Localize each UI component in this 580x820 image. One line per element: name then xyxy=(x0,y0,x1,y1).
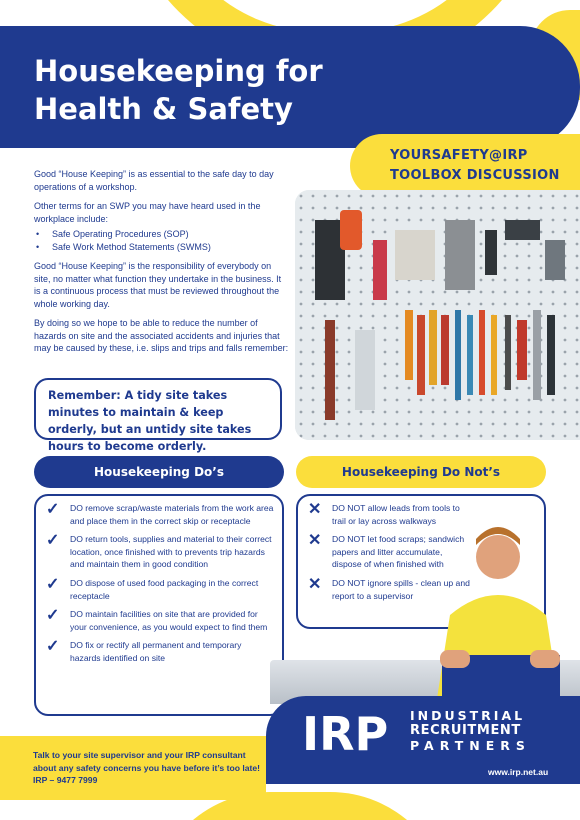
check-icon: ✓ xyxy=(46,501,60,518)
swp-terms-list xyxy=(34,228,290,253)
list-item: ✕ DO NOT ignore spills - clean up and report to a supervisor xyxy=(308,575,470,601)
intro-paragraph: Other terms for an SWP you may have heard used in the workplace include: xyxy=(34,201,261,224)
cross-icon: ✕ xyxy=(308,532,322,550)
brand-wordmark xyxy=(410,708,550,753)
remember-text: Remember: A tidy site takes minutes to maintain & keep orderly, but an untidy site takes hours to become orderly. xyxy=(48,389,252,453)
check-icon: ✓ xyxy=(46,607,60,625)
check-icon: ✓ xyxy=(46,638,60,656)
intro-text xyxy=(34,168,290,362)
intro-paragraph: Good “House Keeping” is the responsibility of everybody on site, no matter what function they undertake in the business. It is a continuous process that must be reviewed throughout the whole working day. xyxy=(34,261,282,309)
tool-wall-illustration xyxy=(295,190,580,440)
page-title: Housekeeping for Health & Safety xyxy=(34,54,323,126)
toolbox-line-2: TOOLBOX DISCUSSION xyxy=(390,168,560,183)
list-item: ✓ DO maintain facilities on site that are provided for your convenience, as you would expect to find them xyxy=(46,607,268,632)
brand-word: INDUSTRIAL xyxy=(410,708,526,723)
intro-paragraph: Good “House Keeping” is as essential to the safe day to day operations of a workshop. xyxy=(34,169,274,192)
svg-text:IRP: IRP xyxy=(302,708,389,758)
website-url: www.irp.net.au xyxy=(488,767,549,777)
footer-callout: Talk to your site supervisor and your IRP consultant about any safety concerns you have before it’s too late! IRP – 9477 7999 xyxy=(0,736,266,800)
irp-logo-mark xyxy=(302,708,402,758)
worker-illustration xyxy=(420,505,580,705)
dos-heading: Housekeeping Do’s xyxy=(34,456,284,488)
toolbox-line-1: YOURSAFETY@IRP xyxy=(390,148,528,163)
intro-paragraph: By doing so we hope to be able to reduce the number of hazards on site and the associated accidents and injuries that may be caused by these, i.e. slips and trips and falls remember: xyxy=(34,318,289,353)
check-icon: ✓ xyxy=(46,575,60,593)
list-item: ✓ DO dispose of used food packaging in the correct receptacle xyxy=(46,575,259,601)
remember-callout xyxy=(34,378,282,453)
donts-heading: Housekeeping Do Not’s xyxy=(296,456,546,488)
list-item: ✓ DO return tools, supplies and material to their correct location, once finished with to prevents trip hazards and maintain them in good condition xyxy=(46,532,272,570)
cross-icon: ✕ xyxy=(308,575,322,593)
brand-word: RECRUITMENT xyxy=(410,723,521,738)
brand-word: PARTNERS xyxy=(410,738,531,753)
cross-icon: ✕ xyxy=(308,501,322,518)
check-icon: ✓ xyxy=(46,532,60,550)
list-item: ✕ DO NOT allow leads from tools to trail or lay across walkways xyxy=(308,501,460,526)
worker-photo xyxy=(420,505,580,705)
dos-list xyxy=(34,494,284,716)
irp-logo xyxy=(302,708,402,758)
list-item: • Safe Operating Procedures (SOP) xyxy=(34,228,290,241)
toolbox-discussion-badge xyxy=(350,134,580,198)
list-item: ✓ DO fix or rectify all permanent and temporary hazards identified on site xyxy=(46,638,242,663)
list-item: ✓ DO remove scrap/waste materials from the work area and place them in the correct skip or receptacle xyxy=(46,501,274,526)
tool-wall-photo xyxy=(295,190,580,440)
list-item: ✕ DO NOT let food scraps; sandwich papers and litter accumulate, dispose of when finished with xyxy=(308,532,465,570)
list-item: • Safe Work Method Statements (SWMS) xyxy=(34,241,290,254)
